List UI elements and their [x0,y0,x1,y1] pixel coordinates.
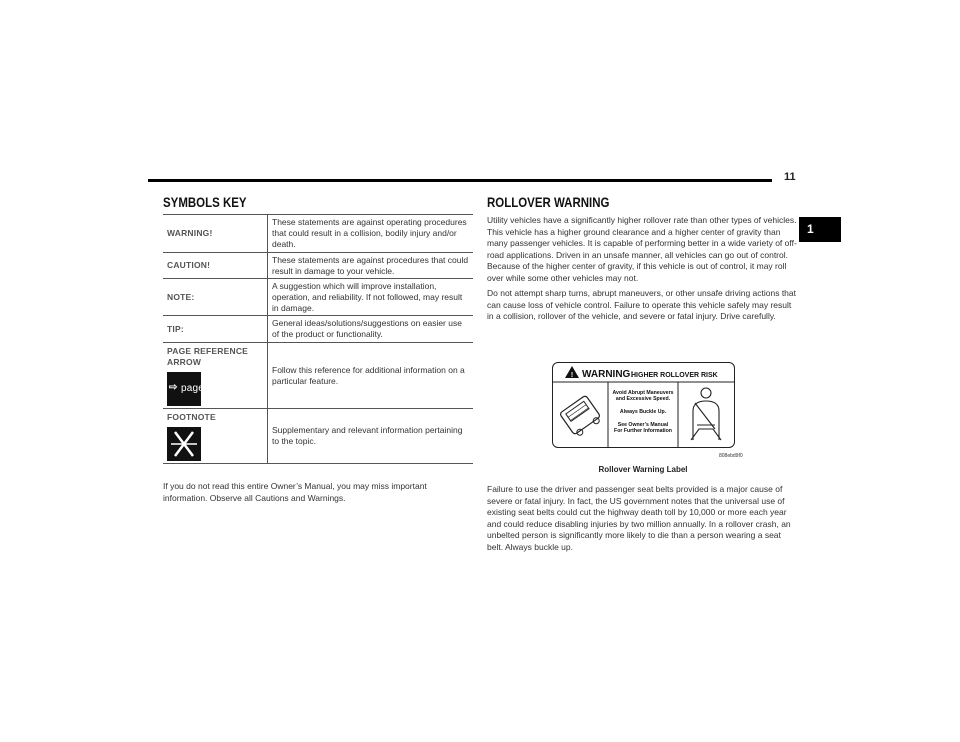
svg-text:!: ! [570,372,574,379]
row-description: A suggestion which will improve installation, operation, and reliability. If not followed, may result in damage. [268,279,474,316]
symbols-key-table [163,214,473,464]
rollover-paragraph: Do not attempt sharp turns, abrupt maneuvers, or other unsafe driving actions that can cause loss of vehicle control. Failure to operate this vehicle safely may result in a collision, rollover of the vehicle, and severe or fatal injury. Drive carefully. [487,288,797,321]
rollover-warning-label [552,362,735,448]
arrow-right-icon: ⇨ [169,382,178,393]
label-risk-text: HIGHER ROLLOVER RISK [631,372,718,379]
page-reference-badge [167,372,205,406]
table-row [163,215,473,253]
table-row [163,409,473,464]
rollover-paragraph: Utility vehicles have a significantly higher rollover rate than other types of vehicles. This vehicle has a higher ground clearance and a higher center of gravity than many passenger vehicles. It is capable of performing better in a wide variety of off-road applications. Driven in an unsafe manner, all vehicles can go out of control. Because of the higher center of gravity, if this vehicle is out of control, it may roll over while some other vehicles may not. [487,215,797,283]
chapter-tab[interactable]: 1 [799,217,841,242]
row-label: WARNING! [163,215,268,253]
symbols-key-heading: SYMBOLS KEY [163,194,247,210]
rollover-heading: ROLLOVER WARNING [487,194,610,210]
row-description: These statements are against procedures that could result in damage to your vehicle. [268,253,474,279]
row-label: PAGE REFERENCE ARROW [167,346,249,367]
table-row [163,343,473,409]
svg-text:Avoid Abrupt Maneuvers: Avoid Abrupt Maneuvers [612,390,674,396]
svg-text:See Owner’s Manual: See Owner’s Manual [617,422,669,428]
row-label: TIP: [163,316,268,343]
manual-note: If you do not read this entire Owner’s Manual, you may miss important information. Observe all Cautions and Warnings. [163,481,427,503]
row-label-cell [163,343,268,409]
header-rule [148,179,772,182]
row-label: FOOTNOTE [167,412,216,422]
footnote-badge [167,427,201,461]
svg-text:and Excessive Speed.: and Excessive Speed. [615,396,671,402]
row-description: Supplementary and relevant information pertaining to the topic. [268,409,474,464]
rollover-paragraph: Failure to use the driver and passenger seat belts provided is a major cause of severe or fatal injury. In fact, the US government notes that the universal use of existing seat belts could cut the highway death toll by 10,000 or more each year and could reduce disabling injuries by two million annually. In a rollover crash, an unbelted person is significantly more likely to die than a person wearing a seat belt. Always buckle up. [487,484,791,552]
page-reference-label: page [181,383,205,394]
label-code: 808ebd9f0 [719,453,743,459]
row-description: These statements are against operating procedures that could result in a collision, bodily injury and/or death. [268,215,474,253]
row-label: CAUTION! [163,253,268,279]
row-description: General ideas/solutions/suggestions on easier use of the product or functionality. [268,316,474,343]
rolled-vehicle-icon [559,395,602,438]
svg-text:For Further Information: For Further Information [614,428,672,434]
row-label-cell [163,409,268,464]
table-row [163,316,473,343]
page-number: 11 [784,171,796,183]
footnote-x-icon [167,427,201,461]
label-warning-word: WARNING: [582,369,634,380]
row-label: NOTE: [163,279,268,316]
svg-text:Always Buckle Up.: Always Buckle Up. [619,409,667,415]
figure-caption: Rollover Warning Label [598,465,688,474]
table-row [163,253,473,279]
seatbelt-person-icon [691,388,721,440]
rollover-label-graphic [553,363,734,447]
row-description: Follow this reference for additional information on a particular feature. [268,343,474,409]
table-row [163,279,473,316]
